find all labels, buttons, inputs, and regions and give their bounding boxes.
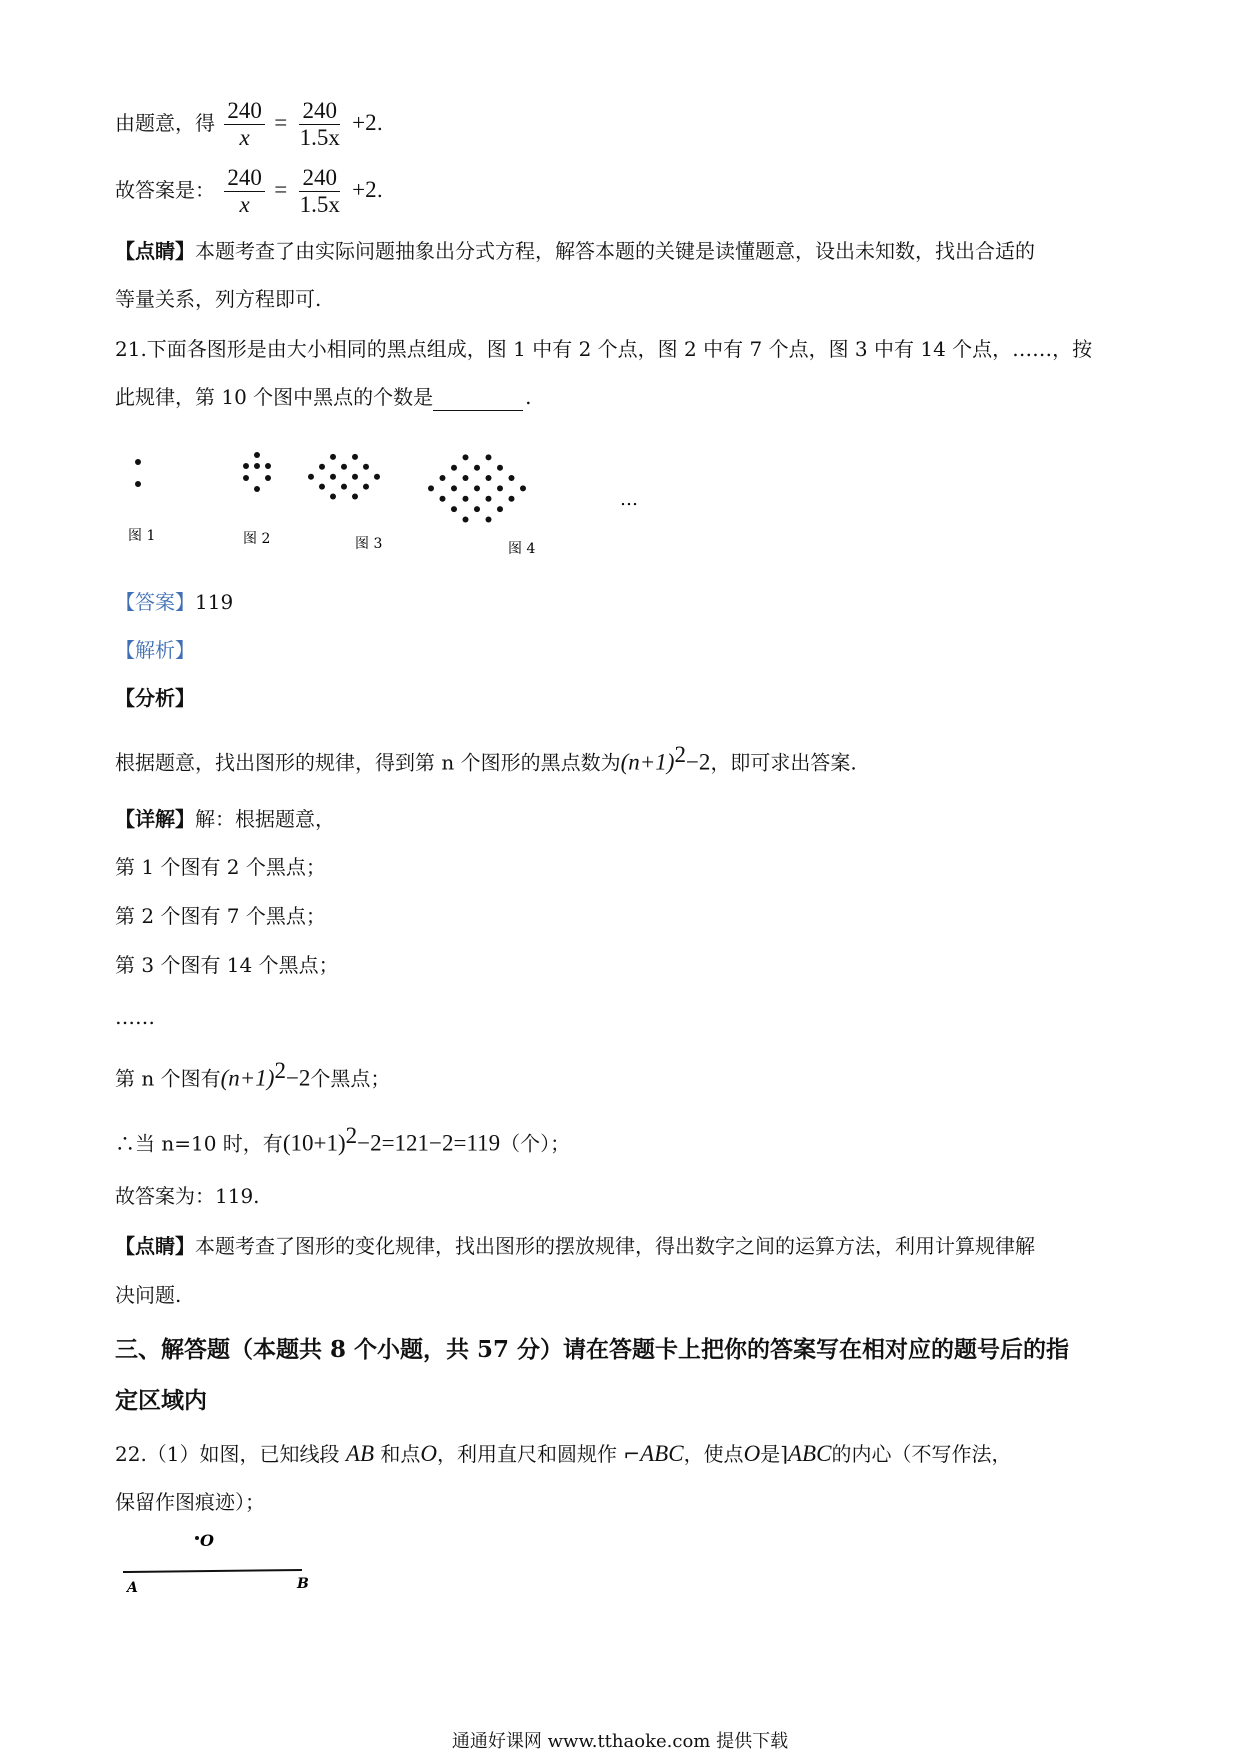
dot <box>486 454 492 460</box>
dot <box>463 475 469 481</box>
final-answer: 故答案为：119. <box>115 1184 260 1208</box>
period: . <box>376 111 384 135</box>
calc-line: ∴当 n=10 时，有$(10+1)^2-2=121-2=119$（个）； <box>115 1123 571 1156</box>
fenxi-line: 根据题意，找出图形的规律，得到第 n 个图形的黑点数为$(n+1)^2-2$，即可求出答案. <box>115 742 857 775</box>
dot <box>451 506 457 512</box>
step-2: 第 2 个图有 7 个黑点； <box>115 904 326 928</box>
dot <box>135 459 141 465</box>
dot <box>520 485 526 491</box>
answer-tag: 【答案】 <box>115 590 195 614</box>
analysis-tag: 【解析】 <box>115 638 195 662</box>
numerator: 240 <box>224 165 265 192</box>
calc-text: ∴当 n=10 时，有 <box>115 1131 283 1156</box>
dot <box>486 516 492 522</box>
dot <box>254 486 260 492</box>
numerator: 240 <box>299 98 340 125</box>
step-3: 第 3 个图有 14 个黑点； <box>115 953 339 977</box>
fraction-right <box>297 98 343 151</box>
dot <box>135 481 141 487</box>
page-footer: 通通好课网 www.tthaoke.com 提供下载 <box>451 1731 789 1752</box>
dot <box>497 485 503 491</box>
denominator: 1.5x <box>299 125 340 150</box>
step-n-text-end: 个黑点； <box>310 1066 391 1091</box>
figure-2-label: 图 2 <box>243 531 271 547</box>
segment-ab <box>123 1570 302 1572</box>
q22-text: ，使点 <box>683 1442 744 1466</box>
period: . <box>525 385 532 409</box>
equation-line-2 <box>115 165 383 218</box>
dot <box>352 494 358 500</box>
dot <box>451 465 457 471</box>
step-n-text: 第 n 个图有 <box>115 1066 221 1091</box>
dot <box>352 454 358 460</box>
fraction-left <box>224 165 265 218</box>
formula: (n+1) <box>620 749 675 775</box>
segment-ab-figure <box>115 1520 335 1600</box>
answer-value: 119 <box>195 590 234 614</box>
calc-formula: (10+1) <box>282 1130 346 1156</box>
dot <box>463 516 469 522</box>
calc-unit: （个）； <box>500 1131 571 1156</box>
q22-text: 22.（1）如图，已知线段 <box>115 1442 340 1466</box>
equals-sign: = <box>274 110 288 135</box>
dot <box>374 474 380 480</box>
dot <box>254 463 260 469</box>
detail-tag: 【详解】 <box>115 807 195 831</box>
denominator: x <box>239 192 250 217</box>
dot <box>341 484 347 490</box>
dot <box>265 475 271 481</box>
equation-prefix: 故答案是： <box>115 178 215 202</box>
dot <box>243 463 249 469</box>
dot <box>363 464 369 470</box>
point-label: O <box>743 1441 761 1466</box>
triangle-label: ABC <box>788 1441 832 1466</box>
q22-text: ，利用直尺和圆规作 <box>436 1442 617 1466</box>
dot <box>497 506 503 512</box>
equals-sign: = <box>274 177 288 202</box>
dot <box>463 496 469 502</box>
dot <box>474 485 480 491</box>
dot <box>363 484 369 490</box>
dot <box>440 475 446 481</box>
dot <box>319 464 325 470</box>
figure-4-label: 图 4 <box>508 541 536 557</box>
figure-2 <box>243 452 271 492</box>
dot <box>330 454 336 460</box>
dot <box>497 465 503 471</box>
calc-result: −2=121−2=119 <box>357 1130 501 1156</box>
step-n: 第 n 个图有$(n+1)^2-2$个黑点； <box>115 1058 391 1091</box>
fenxi-text-end: ，即可求出答案. <box>710 750 857 775</box>
question-21-line-b <box>115 383 532 411</box>
dot <box>330 474 336 480</box>
equation-line-1 <box>115 98 383 151</box>
denominator: x <box>239 125 250 150</box>
period: . <box>376 178 384 202</box>
dot <box>474 506 480 512</box>
point-a-label: A <box>127 1580 138 1596</box>
section-3-title-b: 定区域内 <box>115 1387 207 1414</box>
comment-text: 本题考查了由实际问题抽象出分式方程，解答本题的关键是读懂题意，设出未知数，找出合适的 <box>195 239 1035 263</box>
comment-2-line-b: 决问题. <box>115 1283 182 1307</box>
dot <box>352 474 358 480</box>
triangle-mark: ⌐ <box>623 1442 641 1466</box>
detail-line <box>115 805 335 833</box>
answer-line <box>115 588 233 616</box>
point-label: O <box>420 1441 437 1466</box>
segment-label: AB <box>345 1441 374 1466</box>
dot <box>254 452 260 458</box>
formula-tail: −2 <box>285 1065 311 1091</box>
point-o-dot <box>195 1536 199 1540</box>
numerator: 240 <box>299 165 340 192</box>
figure-4 <box>428 454 526 522</box>
plus-term: +2 <box>352 177 377 202</box>
question-text: 此规律，第 10 个图中黑点的个数是 <box>115 385 434 409</box>
dot <box>509 475 515 481</box>
comment-1-line-b: 等量关系，列方程即可. <box>115 287 322 311</box>
detail-text: 解：根据题意， <box>195 807 335 831</box>
fraction-left <box>224 98 265 151</box>
question-22-line-b: 保留作图痕迹）； <box>115 1490 265 1514</box>
dot <box>308 474 314 480</box>
dot <box>509 496 515 502</box>
question-21-line-a: 21.下面各图形是由大小相同的黑点组成，图 1 中有 2 个点，图 2 中有 7 个点，图 3 中有 14 个点，……，按 <box>115 337 1093 361</box>
numerator: 240 <box>224 98 265 125</box>
figure-3 <box>308 454 380 500</box>
equation-prefix: 由题意，得 <box>115 111 215 135</box>
comment-tag: 【点睛】 <box>115 239 195 263</box>
formula: (n+1) <box>220 1065 275 1091</box>
figure-1-label: 图 1 <box>128 528 156 544</box>
comment-tag: 【点睛】 <box>115 1234 195 1258</box>
dot <box>428 485 434 491</box>
dot <box>486 496 492 502</box>
comment-2-line-a <box>115 1232 1035 1260</box>
step-ellipsis: …… <box>115 1005 155 1029</box>
triangle-mark: ⌉ <box>780 1442 788 1466</box>
figure-3-label: 图 3 <box>355 536 383 552</box>
triangle-label: ABC <box>640 1441 684 1466</box>
dot <box>440 496 446 502</box>
denominator: 1.5x <box>299 192 340 217</box>
dot <box>451 485 457 491</box>
q22-text: 的内心（不写作法， <box>831 1442 1012 1466</box>
section-3-title-a: 三、解答题（本题共 8 个小题，共 57 分）请在答题卡上把你的答案写在相对应的题号后的指 <box>115 1336 1070 1363</box>
plus-term: +2 <box>352 110 377 135</box>
dot <box>341 464 347 470</box>
dot <box>474 465 480 471</box>
q22-text: 和点 <box>380 1442 421 1466</box>
fenxi-text: 根据题意，找出图形的规律，得到第 n 个图形的黑点数为 <box>115 750 621 775</box>
answer-blank <box>433 410 523 411</box>
fenxi-tag: 【分析】 <box>115 686 195 710</box>
comment-1-line-a <box>115 237 1035 265</box>
figure-1 <box>135 459 141 487</box>
fraction-right <box>297 165 343 218</box>
question-22-line-a <box>115 1440 1011 1468</box>
dot <box>330 494 336 500</box>
figure-ellipsis: … <box>620 489 638 510</box>
point-o-label: O <box>200 1531 214 1550</box>
dot <box>243 475 249 481</box>
dot <box>463 454 469 460</box>
dot <box>319 484 325 490</box>
comment-text: 本题考查了图形的变化规律，找出图形的摆放规律，得出数字之间的运算方法，利用计算规律解 <box>195 1234 1035 1258</box>
dot <box>265 463 271 469</box>
q22-text: 是 <box>760 1442 781 1466</box>
dot <box>486 475 492 481</box>
formula-tail: −2 <box>685 749 711 775</box>
dot-pattern-figures <box>110 425 670 575</box>
step-1: 第 1 个图有 2 个黑点； <box>115 855 326 879</box>
point-b-label: B <box>297 1576 309 1592</box>
